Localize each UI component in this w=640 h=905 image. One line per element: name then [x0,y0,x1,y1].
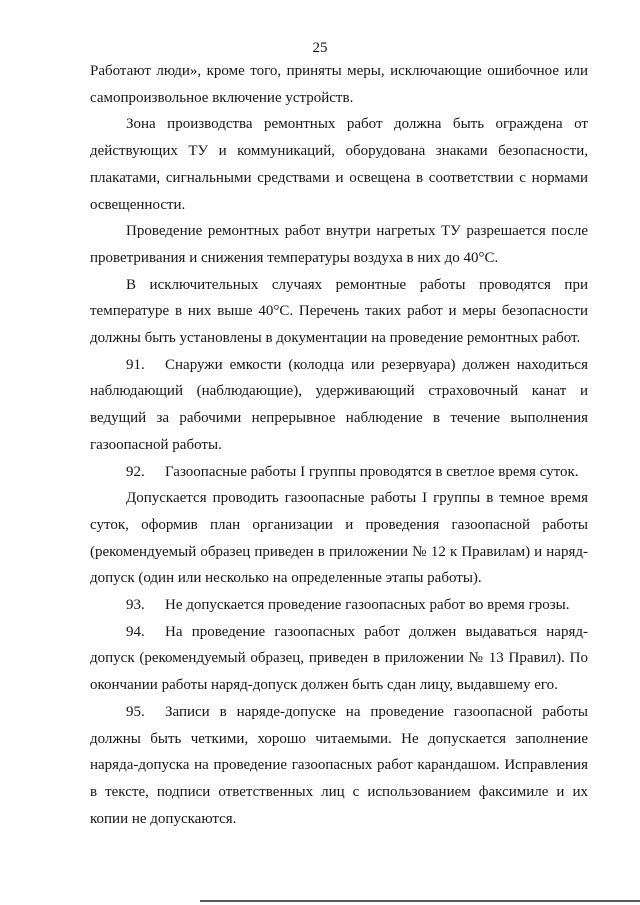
clause-text: На проведение газоопасных работ должен выдаваться наряд-допуск (рекомендуемый образец, приведен в приложении № 13 Правил). По окончании работы наряд-допуск должен быть сдан лицу, выдавшему его. [90,623,588,694]
clause-93 [90,592,588,619]
clause-text: Не допускается проведение газоопасных работ во время грозы. [165,597,570,614]
clause-number: 94. [126,623,145,640]
clause-92 [90,459,588,486]
clause-number: 92. [126,463,145,480]
paragraph-work-zone: Зона производства ремонтных работ должна быть ограждена от действующих ТУ и коммуникаций, оборудована знаками безопасности, плакатами, сигнальными средствами и освещена в соответствии с нормами освещенности. [90,116,588,213]
scan-edge-line [200,900,640,902]
paragraph-ventilation: Проведение ремонтных работ внутри нагретых ТУ разрешается после проветривания и снижения температуры воздуха в них до 40°C. [90,223,588,266]
clause-text: Снаружи емкости (колодца или резервуара) должен находиться наблюдающий (наблюдающие), удерживающий страховочный канат и ведущий за рабочими непрерывное наблюдение в течение выполнения газоопасной работы. [90,356,588,453]
clause-text: Записи в наряде-допуске на проведение газоопасной работы должны быть четкими, хорошо читаемыми. Не допускается заполнение наряда-допуска на проведение газоопасных работ карандашом. Исправления в тексте, подписи ответственных лиц с использованием факсимиле и их копии не допускаются. [90,703,588,827]
clause-91 [90,352,588,459]
clause-number: 93. [126,597,145,614]
clause-95 [90,699,588,833]
page-number: 25 [312,40,328,56]
clause-text: Газоопасные работы I группы проводятся в светлое время суток. [165,463,579,480]
clause-94 [90,619,588,699]
paragraph-dark-time-permission: Допускается проводить газоопасные работы I группы в темное время суток, оформив план организации и проведения газоопасной работы (рекомендуемый образец приведен в приложении № 12 к Правилам) и наряд-допуск (один или несколько на определенные этапы работы). [90,490,588,587]
document-body [90,58,588,832]
paragraph-continued: Работают люди», кроме того, приняты меры, исключающие ошибочное или самопроизвольное включение устройств. [90,63,588,106]
paragraph-exceptional-cases: В исключительных случаях ремонтные работы проводятся при температуре в них выше 40°C. Перечень таких работ и меры безопасности должны быть установлены в документации на проведение ремонтных работ. [90,276,588,347]
clause-number: 91. [126,356,145,373]
clause-number: 95. [126,703,145,720]
